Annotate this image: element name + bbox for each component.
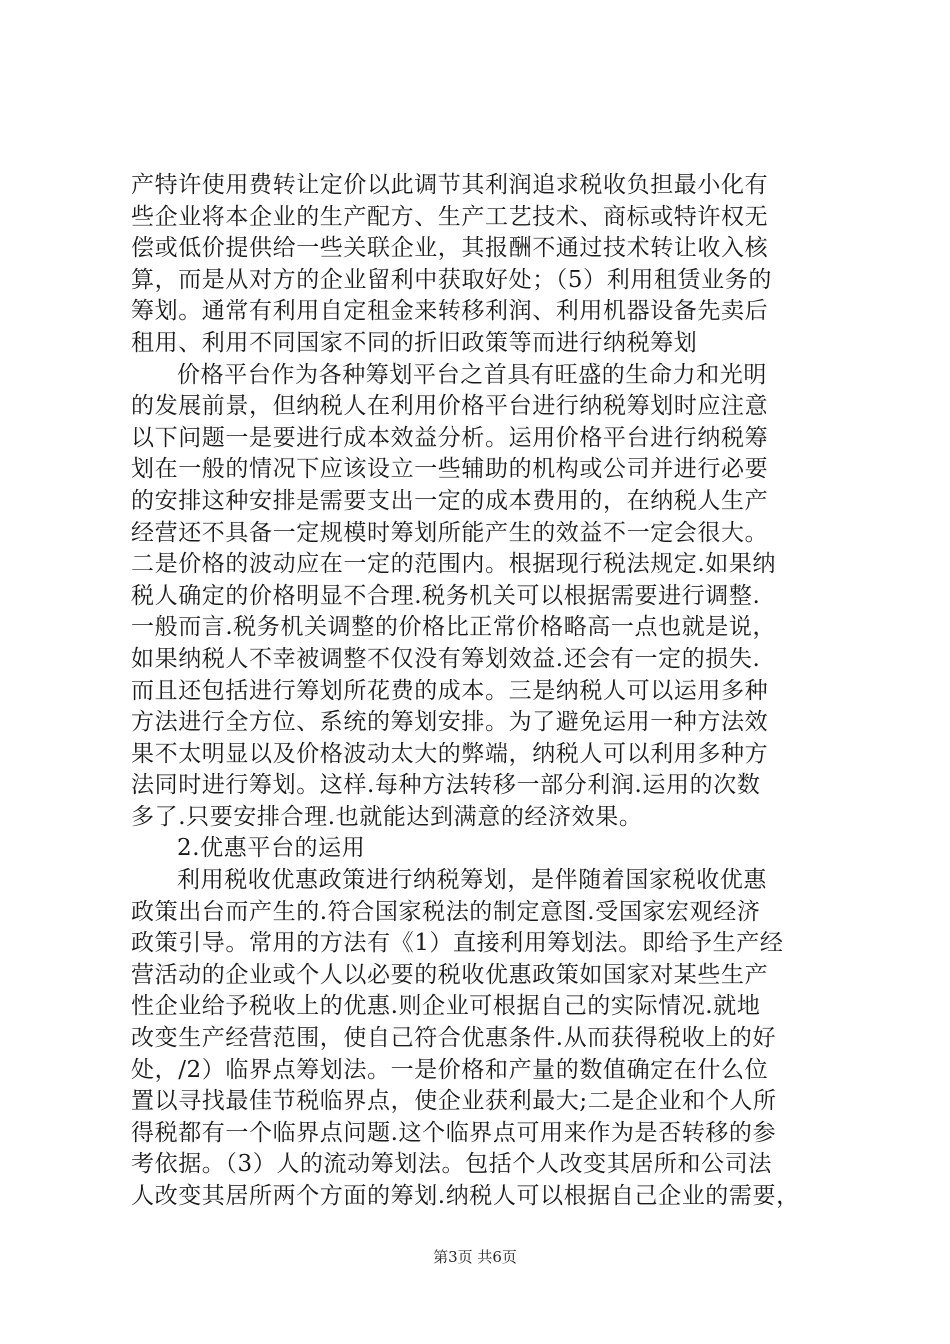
text-line: 2.优惠平台的运用 bbox=[177, 835, 366, 862]
text-line: 法同时进行筹划。这样.每种方法转移一部分利润.运用的次数 bbox=[131, 772, 761, 799]
text-line: 而且还包括进行筹划所花费的成本。三是纳税人可以运用多种 bbox=[131, 677, 769, 704]
text-line: 筹划。通常有利用自定租金来转移利润、利用机器设备先卖后 bbox=[131, 298, 769, 325]
text-line: 产特许使用费转让定价以此调节其利润追求税收负担最小化有 bbox=[131, 172, 769, 198]
text-line: 置以寻找最佳节税临界点，使企业获利最大;二是企业和个人所 bbox=[131, 1088, 777, 1115]
text-line: 考依据。（3）人的流动筹划法。包括个人改变其居所和公司法 bbox=[131, 1151, 772, 1178]
text-line: 经营还不具备一定规模时筹划所能产生的效益不一定会很大。 bbox=[131, 519, 769, 546]
text-line: 租用、利用不同国家不同的折旧政策等而进行纳税筹划 bbox=[131, 329, 698, 356]
text-line: 划在一般的情况下应该设立一些辅助的机构或公司并进行必要 bbox=[131, 456, 769, 483]
text-line: 政策引导。常用的方法有《1）直接利用筹划法。即给予生产经 bbox=[131, 930, 784, 957]
text-line: 政策出台而产生的.符合国家税法的制定意图.受国家宏观经济 bbox=[131, 898, 761, 925]
text-line: 营活动的企业或个人以必要的税收优惠政策如国家对某些生产 bbox=[131, 961, 769, 988]
text-line: 税人确定的价格明显不合理.税务机关可以根据需要进行调整. bbox=[131, 582, 761, 609]
text-line: 人改变其居所两个方面的筹划.纳税人可以根据自己企业的需要， bbox=[131, 1183, 800, 1209]
text-line: 价格平台作为各种筹划平台之首具有旺盛的生命力和光明 bbox=[177, 361, 767, 388]
text-line: 方法进行全方位、系统的筹划安排。为了避免运用一种方法效 bbox=[131, 709, 769, 736]
text-line: 一般而言.税务机关调整的价格比正常价格略高一点也就是说， bbox=[131, 614, 777, 641]
text-line: 些企业将本企业的生产配方、生产工艺技术、商标或特许权无 bbox=[131, 203, 769, 230]
text-line: 二是价格的波动应在一定的范围内。根据现行税法规定.如果纳 bbox=[131, 551, 777, 578]
text-line: 处，/2）临界点筹划法。一是价格和产量的数值确定在什么位 bbox=[131, 1056, 769, 1083]
text-line: 如果纳税人不幸被调整不仅没有筹划效益.还会有一定的损失. bbox=[131, 645, 761, 672]
text-line: 的安排这种安排是需要支出一定的成本费用的，在纳税人生产 bbox=[131, 487, 769, 514]
text-line: 利用税收优惠政策进行纳税筹划，是伴随着国家税收优惠 bbox=[177, 867, 767, 894]
page-footer bbox=[0, 1247, 950, 1267]
text-line: 偿或低价提供给一些关联企业，其报酬不通过技术转让收入核 bbox=[131, 235, 769, 262]
text-line: 果不太明显以及价格波动太大的弊端，纳税人可以利用多种方 bbox=[131, 740, 769, 767]
text-line: 算，而是从对方的企业留利中获取好处；（5）利用租赁业务的 bbox=[131, 266, 772, 293]
text-line: 以下问题一是要进行成本效益分析。运用价格平台进行纳税筹 bbox=[131, 424, 769, 451]
text-line: 的发展前景，但纳税人在利用价格平台进行纳税筹划时应注意 bbox=[131, 393, 769, 420]
document-body bbox=[131, 170, 831, 1213]
text-line: 改变生产经营范围，使自己符合优惠条件.从而获得税收上的好 bbox=[131, 1025, 777, 1052]
text-line: 多了.只要安排合理.也就能达到满意的经济效果。 bbox=[131, 803, 643, 830]
page-number-label: 第3页 共6页 bbox=[433, 1248, 517, 1266]
text-line: 得税都有一个临界点问题.这个临界点可用来作为是否转移的参 bbox=[131, 1119, 777, 1146]
text-line: 性企业给予税收上的优惠.则企业可根据自己的实际情况.就地 bbox=[131, 993, 761, 1020]
